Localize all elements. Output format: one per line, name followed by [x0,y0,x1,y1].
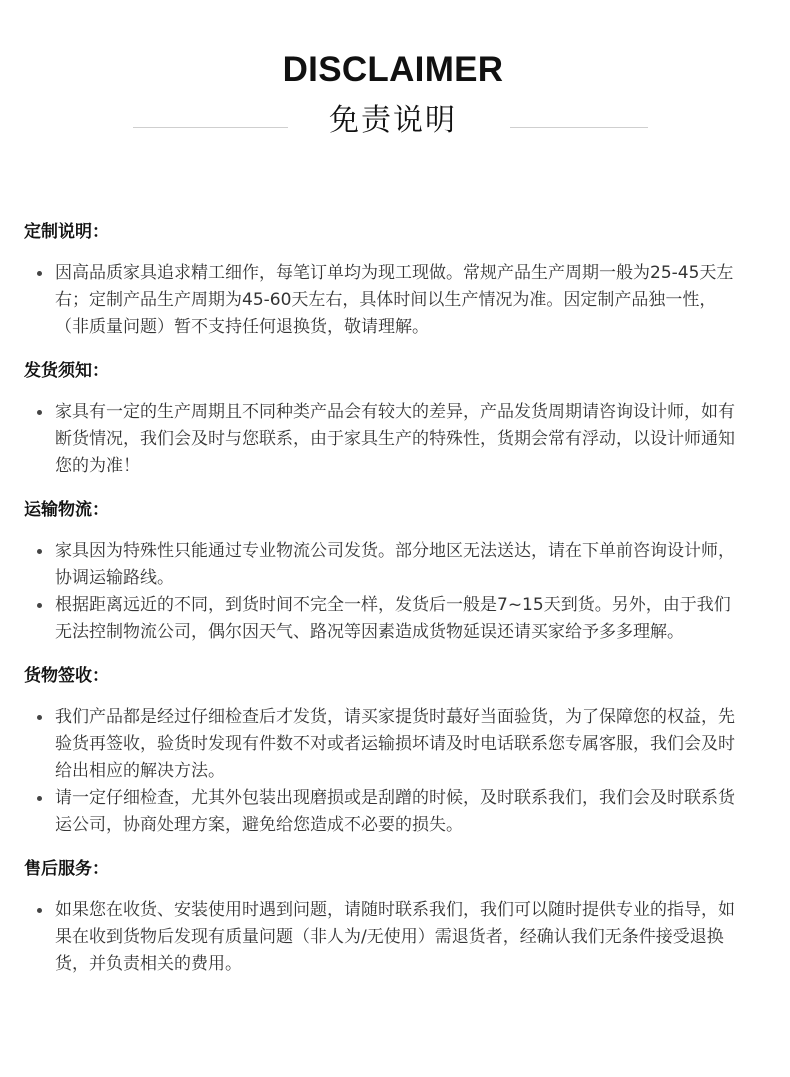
divider-right [510,127,648,128]
list-item [55,399,740,480]
section-heading: 售后服务： [24,859,109,879]
list-item [55,538,740,592]
disclaimer-content [0,218,790,994]
bullet-text: 根据距离远近的不同，到货时间不完全一样，发货后一般是7~15天到货。另外，由于我们无法控制物流公司，偶尔因天气、路况等因素造成货物延误还请买家给予多多理解。 [55,595,731,642]
bullet-dot-icon [37,908,42,913]
list-item [55,785,740,839]
bullet-text: 请一定仔细检查，尤其外包装出现磨损或是刮蹭的时候，及时联系我们，我们会及时联系货运公司，协商处理方案，避免给您造成不必要的损失。 [55,788,735,835]
list-item [55,592,740,646]
section-shipping-notice [0,357,790,480]
list-item [55,704,740,785]
header [0,0,790,160]
section-heading: 运输物流： [24,500,109,520]
bullet-dot-icon [37,715,42,720]
bullet-list [0,399,790,480]
list-item [55,897,740,978]
bullet-dot-icon [37,271,42,276]
section-logistics [0,496,790,646]
page-title-en: DISCLAIMER [282,50,504,89]
bullet-text: 如果您在收货、安装使用时遇到问题，请随时联系我们，我们可以随时提供专业的指导，如果在收到货物后发现有质量问题（非人为/无使用）需退货者，经确认我们无条件接受退换货，并负责相关的费用。 [55,900,735,974]
section-custom-notes [0,218,790,341]
bullet-text: 我们产品都是经过仔细检查后才发货，请买家提货时蕞好当面验货，为了保障您的权益，先验货再签收，验货时发现有件数不对或者运输损坏请及时电话联系您专属客服，我们会及时给出相应的解决方法。 [55,707,735,781]
bullet-list [0,260,790,341]
bullet-text: 家具因为特殊性只能通过专业物流公司发货。部分地区无法送达，请在下单前咨询设计师，协调运输路线。 [55,541,735,588]
section-heading: 定制说明： [24,222,109,242]
section-after-sales [0,855,790,978]
list-item [55,260,740,341]
page-title-cn: 免责说明 [329,103,457,138]
bullet-list [0,704,790,839]
bullet-text: 因高品质家具追求精工细作，每笔订单均为现工现做。常规产品生产周期一般为25-45天左右；定制产品生产周期为45-60天左右，具体时间以生产情况为准。因定制产品独一性，（非质量问题）暂不支持任何退换货，敬请理解。 [55,263,734,337]
bullet-list [0,897,790,978]
bullet-dot-icon [37,549,42,554]
bullet-dot-icon [37,603,42,608]
bullet-dot-icon [37,796,42,801]
bullet-text: 家具有一定的生产周期且不同种类产品会有较大的差异，产品发货周期请咨询设计师，如有断货情况，我们会及时与您联系，由于家具生产的特殊性，货期会常有浮动，以设计师通知您的为准！ [55,402,735,476]
bullet-dot-icon [37,410,42,415]
section-receipt [0,662,790,839]
section-heading: 货物签收： [24,666,109,686]
section-heading: 发货须知： [24,361,109,381]
bullet-list [0,538,790,646]
